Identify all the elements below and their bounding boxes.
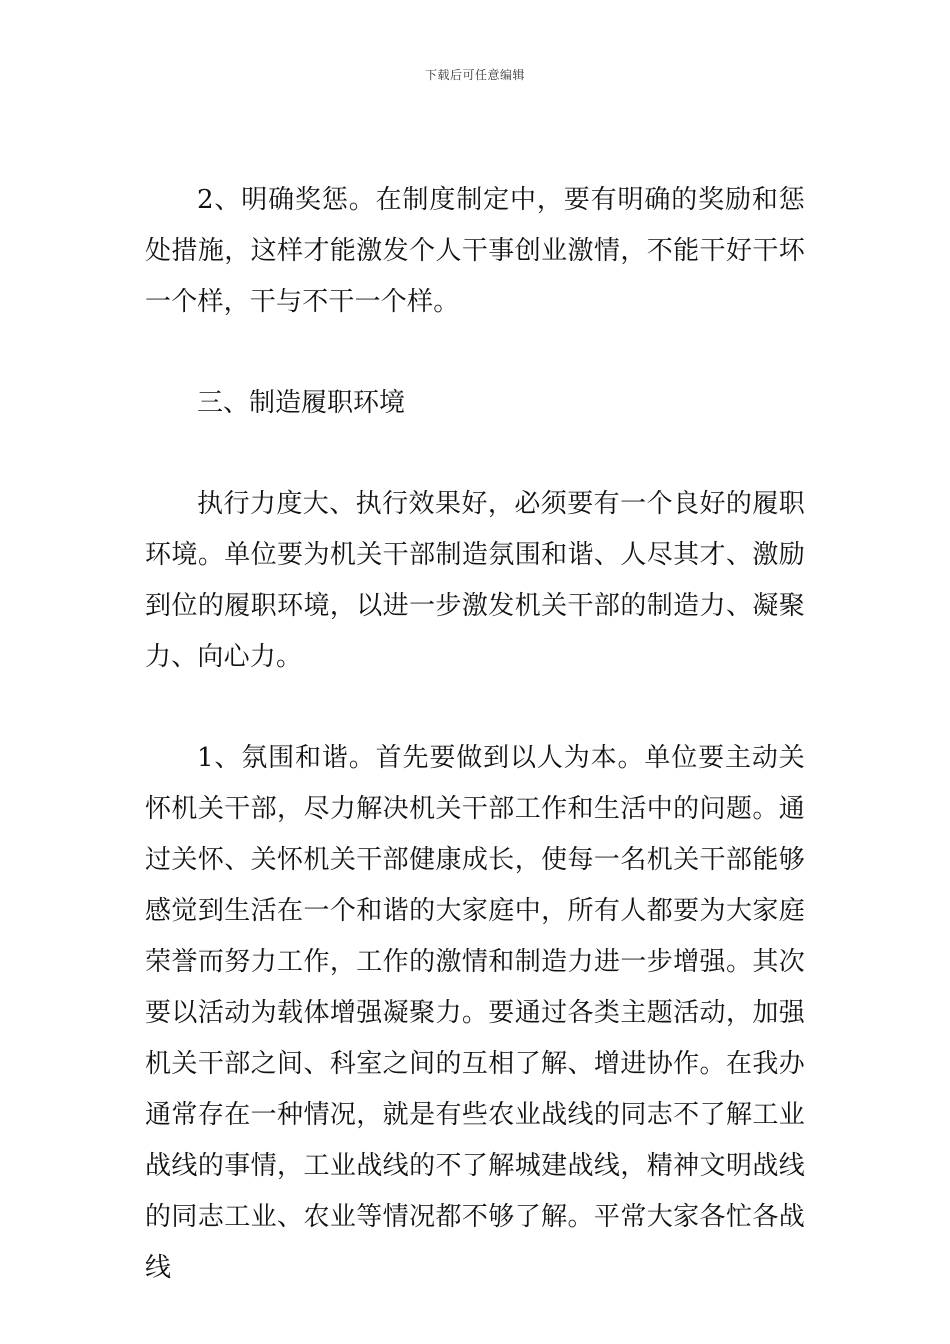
paragraph-rewards-penalties: 2、明确奖惩。在制度制定中，要有明确的奖励和惩处措施，这样才能激发个人干事创业激情，不能干好干坏一个样，干与不干一个样。 — [145, 185, 805, 317]
section-heading: 三、制造履职环境 — [197, 388, 406, 418]
paragraph-environment-intro: 执行力度大、执行效果好，必须要有一个良好的履职环境。单位要为机关干部制造氛围和谐、人尽其才、激励到位的履职环境，以进一步激发机关干部的制造力、凝聚力、向心力。 — [145, 489, 805, 672]
document-body — [145, 175, 805, 1294]
header-note: 下载后可任意编辑 — [424, 68, 525, 82]
paragraph-harmony: 1、氛围和谐。首先要做到以人为本。单位要主动关怀机关干部，尽力解决机关干部工作和生活中的问题。通过关怀、关怀机关干部健康成长，使每一名机关干部能够感觉到生活在一个和谐的大家庭中，所有人都要为大家庭荣誉而努力工作，工作的激情和制造力进一步增强。其次要以活动为载体增强凝聚力。要通过各类主题活动，加强机关干部之间、科室之间的互相了解、增进协作。在我办通常存在一种情况，就是有些农业战线的同志不了解工业战线的事情，工业战线的不了解城建战线，精神文明战线的同志工业、农业等情况都不够了解。平常大家各忙各战线 — [145, 743, 805, 1283]
